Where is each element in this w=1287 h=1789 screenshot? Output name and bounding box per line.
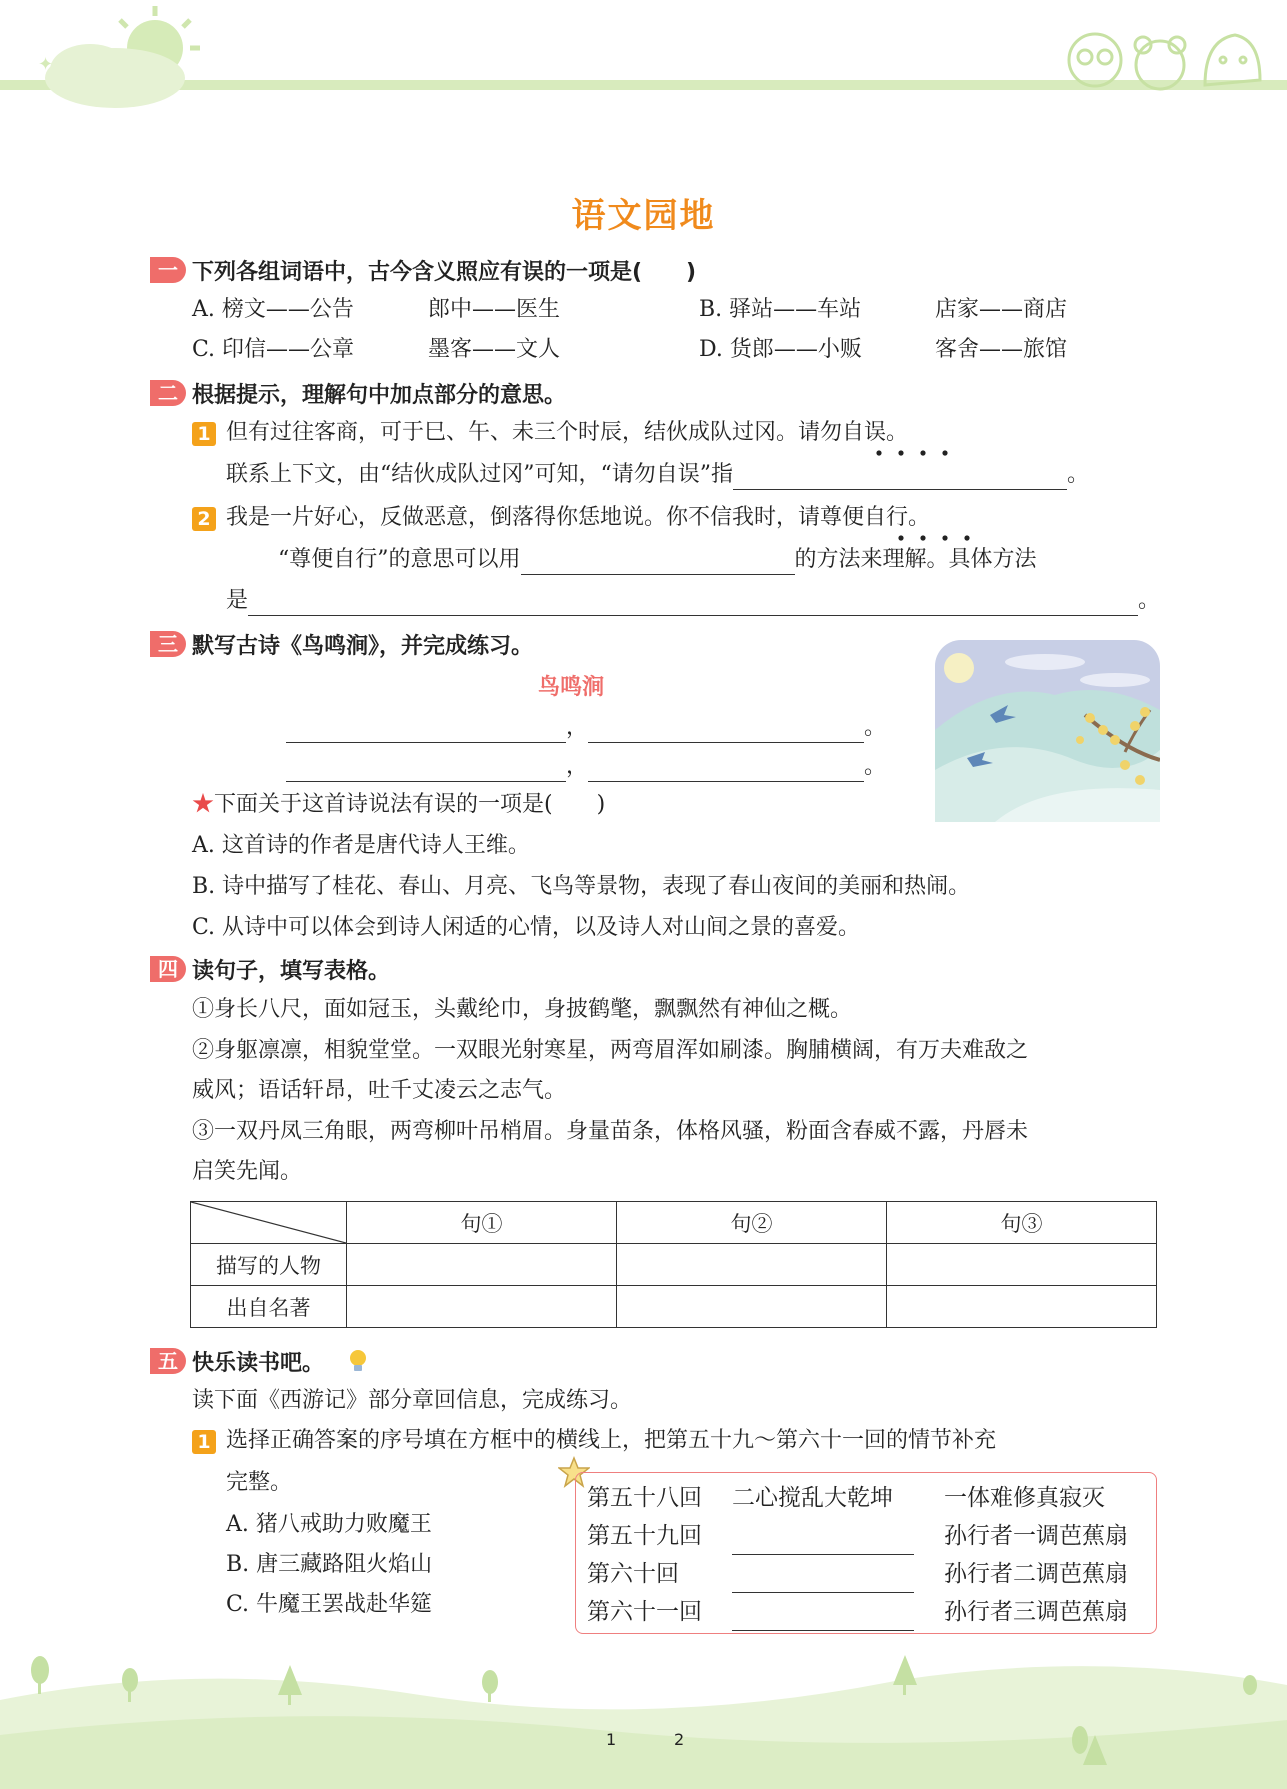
s3-question-text: 下面关于这首诗说法有误的一项是( ) <box>214 792 606 817</box>
page-title: 语文园地 <box>571 196 716 236</box>
section-2-badge: 二 <box>150 380 186 406</box>
poem-comma-2: ， <box>566 754 589 779</box>
poem-period-2: 。 <box>864 754 887 779</box>
s2-q2-prompt-line-2 <box>226 586 1160 616</box>
chapter-59-blank[interactable] <box>732 1532 914 1555</box>
poem-blank-4[interactable] <box>588 759 864 782</box>
chapter-60-blank[interactable] <box>732 1570 914 1593</box>
s2-q2-prompt-c: 是 <box>226 588 249 613</box>
table-row-header-1: 描写的人物 <box>191 1244 347 1286</box>
s2-q2-text-end: 。 <box>908 505 931 530</box>
s2-q1-dotted-phrase: 请勿自误 <box>798 420 887 445</box>
s1-option-b-pair: 店家——商店 <box>935 297 1068 322</box>
s2-q2-number: 2 <box>192 507 216 531</box>
s5-choice-a: A. 猪八戒助力败魔王 <box>226 1512 432 1537</box>
chapter-58-left: 二心搅乱大乾坤 <box>732 1485 893 1511</box>
cloud-sun-decoration <box>20 0 220 110</box>
table-row-header-2: 出自名著 <box>191 1286 347 1328</box>
s5-q1-line-2: 完整。 <box>226 1470 293 1495</box>
table-cell-book-2[interactable] <box>617 1286 887 1328</box>
chapter-60-num: 第六十回 <box>587 1561 679 1587</box>
s2-q1-emphasis-dots <box>868 449 968 457</box>
s2-q2-emphasis-dots <box>890 534 990 542</box>
table-header-row <box>191 1202 1157 1244</box>
poem-title: 鸟鸣涧 <box>538 675 605 700</box>
table-cell-character-3[interactable] <box>887 1244 1157 1286</box>
s2-q1-sentence <box>226 418 908 448</box>
poem-line-1 <box>286 713 886 743</box>
s5-choice-b: B. 唐三藏路阻火焰山 <box>226 1552 433 1577</box>
chapter-58-right: 一体难修真寂灭 <box>944 1485 1105 1511</box>
table-corner-cell <box>191 1202 347 1244</box>
lightbulb-icon <box>346 1347 370 1375</box>
s3-question <box>192 790 605 820</box>
s2-q2-prompt-line <box>278 545 1037 575</box>
section-4-badge: 四 <box>150 956 186 982</box>
chapter-59-num: 第五十九回 <box>587 1523 702 1549</box>
chapter-61-blank[interactable] <box>732 1608 914 1631</box>
s2-q2-end: 。 <box>1138 588 1161 613</box>
chapter-59-right: 孙行者一调芭蕉扇 <box>944 1523 1128 1549</box>
table-row <box>191 1286 1157 1328</box>
page-number-left: 1 <box>606 1730 617 1749</box>
table-col-header-2: 句② <box>617 1202 887 1244</box>
poem-line-2 <box>286 752 886 782</box>
s1-option-b: B. 驿站——车站 <box>699 297 862 322</box>
s1-option-c-pair: 墨客——文人 <box>428 337 561 362</box>
chapter-row <box>587 1555 1128 1593</box>
table-cell-character-1[interactable] <box>347 1244 617 1286</box>
s2-q1-prompt-line <box>226 460 1089 490</box>
s1-option-a: A. 榜文——公告 <box>192 297 354 322</box>
chapter-row <box>587 1479 1128 1517</box>
s4-sentence-2-line-2: 威风；语话轩昂，吐千丈凌云之志气。 <box>192 1078 567 1103</box>
section-4-heading: 读句子，填写表格。 <box>192 959 391 984</box>
s3-option-a: A. 这首诗的作者是唐代诗人王维。 <box>192 833 530 858</box>
s1-option-c: C. 印信——公章 <box>192 337 355 362</box>
section-3-badge: 三 <box>150 631 186 657</box>
s2-q2-prompt-a: “尊便自行”的意思可以用 <box>278 547 521 572</box>
s2-q2-text: 我是一片好心，反做恶意，倒落得你恁地说。你不信我时，请 <box>226 505 821 530</box>
s4-sentence-3-line-1: ③一双丹凤三角眼，两弯柳叶吊梢眉。身量苗条，体格风骚，粉面含春威不露，丹唇未 <box>192 1119 1029 1144</box>
poem-blank-2[interactable] <box>588 720 864 743</box>
page-number-right: 2 <box>674 1730 685 1749</box>
chapter-61-num: 第六十一回 <box>587 1599 702 1625</box>
section-2-heading: 根据提示，理解句中加点部分的意思。 <box>192 383 567 408</box>
s5-choice-c: C. 牛魔王罢战赴华筵 <box>226 1592 433 1617</box>
table-col-header-3: 句③ <box>887 1202 1157 1244</box>
character-table <box>190 1201 1157 1328</box>
s5-q1-line-1: 选择正确答案的序号填在方框中的横线上，把第五十九～第六十一回的情节补充 <box>226 1428 997 1453</box>
s4-sentence-2-line-1: ②身躯凛凛，相貌堂堂。一双眼光射寒星，两弯眉浑如刷漆。胸脯横阔，有万夫难敌之 <box>192 1038 1029 1063</box>
s2-q2-prompt-b: 的方法来理解。具体方法 <box>794 547 1037 572</box>
poem-blank-3[interactable] <box>286 759 566 782</box>
chapter-row <box>587 1517 1128 1555</box>
section-5-badge: 五 <box>150 1348 186 1374</box>
s2-q1-text: 但有过往客商，可于巳、午、未三个时辰，结伙成队过冈。 <box>226 420 799 445</box>
poem-comma-1: ， <box>566 715 589 740</box>
section-5-heading: 快乐读书吧。 <box>192 1351 325 1376</box>
s2-q2-sentence <box>226 503 930 533</box>
section-1-badge: 一 <box>150 257 186 283</box>
s2-q1-number: 1 <box>192 422 216 446</box>
s4-sentence-3-line-2: 启笑先闻。 <box>192 1159 303 1184</box>
section-3-heading: 默写古诗《鸟鸣涧》，并完成练习。 <box>192 634 534 659</box>
table-row <box>191 1244 1157 1286</box>
chapter-60-right: 孙行者二调芭蕉扇 <box>944 1561 1128 1587</box>
s3-option-c: C. 从诗中可以体会到诗人闲适的心情，以及诗人对山间之景的喜爱。 <box>192 915 861 940</box>
chapter-row <box>587 1593 1128 1631</box>
s1-option-d-pair: 客舍——旅馆 <box>935 337 1068 362</box>
s5-q1-number: 1 <box>192 1430 216 1454</box>
s2-q2-method-blank[interactable] <box>521 552 795 575</box>
poem-blank-1[interactable] <box>286 720 566 743</box>
star-icon: ★ <box>192 792 215 817</box>
poem-illustration <box>935 640 1160 822</box>
s2-q1-end: 。 <box>1067 462 1090 487</box>
s1-option-d: D. 货郎——小贩 <box>699 337 862 362</box>
chapter-61-right: 孙行者三调芭蕉扇 <box>944 1599 1128 1625</box>
s2-q1-text-end: 。 <box>886 420 909 445</box>
s2-q2-dotted-phrase: 尊便自行 <box>820 505 909 530</box>
poem-period-1: 。 <box>864 715 887 740</box>
diagonal-line <box>191 1202 346 1243</box>
s3-option-b: B. 诗中描写了桂花、春山、月亮、飞鸟等景物，表现了春山夜间的美丽和热闹。 <box>192 874 971 899</box>
s5-intro: 读下面《西游记》部分章回信息，完成练习。 <box>192 1388 633 1413</box>
table-cell-character-2[interactable] <box>617 1244 887 1286</box>
table-cell-book-3[interactable] <box>887 1286 1157 1328</box>
table-col-header-1: 句① <box>347 1202 617 1244</box>
chapter-58-num: 第五十八回 <box>587 1485 702 1511</box>
s2-q1-answer-blank[interactable] <box>733 467 1067 490</box>
table-cell-book-1[interactable] <box>347 1286 617 1328</box>
s4-sentence-1: ①身长八尺，面如冠玉，头戴纶巾，身披鹤氅，飘飘然有神仙之概。 <box>192 997 853 1022</box>
s1-option-a-pair: 郎中——医生 <box>428 297 561 322</box>
svg-text:✦: ✦ <box>38 54 54 75</box>
chapter-list <box>587 1479 1128 1631</box>
animal-faces-decoration <box>1055 15 1275 100</box>
section-1-heading: 下列各组词语中，古今含义照应有误的一项是( ) <box>192 260 697 285</box>
s2-q2-detail-blank[interactable] <box>248 593 1138 616</box>
bottom-hills-decoration <box>0 1640 1287 1789</box>
s2-q1-prompt: 联系上下文，由“结伙成队过冈”可知，“请勿自误”指 <box>226 462 733 487</box>
